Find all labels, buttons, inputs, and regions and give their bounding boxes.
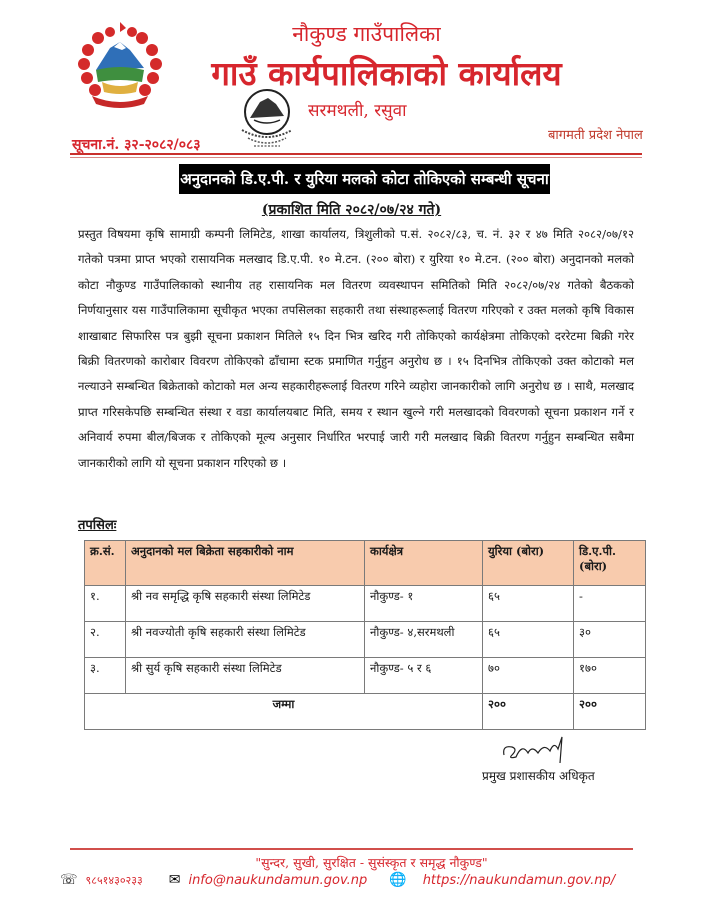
province-label: बागमती प्रदेश नेपाल bbox=[548, 128, 643, 143]
total-urea: २०० bbox=[483, 694, 574, 730]
table-total-row bbox=[85, 694, 646, 730]
cell-urea: ६५ bbox=[483, 586, 574, 622]
notice-number: सूचना.नं. ३२-२०८२/०८३ bbox=[72, 137, 201, 153]
cell-urea: ७० bbox=[483, 658, 574, 694]
phone-icon: ☏ bbox=[60, 872, 78, 888]
envelope-icon: ✉ bbox=[168, 872, 181, 888]
header-divider-thin bbox=[70, 157, 642, 158]
office-seal-stamp bbox=[236, 86, 298, 158]
notice-body: प्रस्तुत विषयमा कृषि सामाग्री कम्पनी लिमिटेड, शाखा कार्यालय, त्रिशुलीको प.सं. २०८२/८३, च. नं. ३२ र ४७ मिति २०८२/०७/१२ गतेको पत्रमा प्राप्त भएको रासायनिक मलखाद डि.ए.पी. १० मे.टन. (२०० बोरा) र युरिया १० मे.टन. (२०० बोरा) अनुदानको मलको कोटा नौकुण्ड गाउँपालिकाको स्थानीय तह रासायनिक मल वितरण व्यवस्थापन समितिको मिति २०८२/०७/२४ गतेको बैठकको निर्णयानुसार यस गाउँपालिकामा सूचीकृत भएका तपसिलका सहकारी तथा संस्थाहरूलाई वितरण गरिएको र उक्त मलको कृषि विकास शाखाबाट सिफारिस पत्र बुझी सूचना प्रकाशन मितिले १५ दिन भित्र खरिद गरी तोकिएको कार्यक्षेत्रमा तोकिएको दररेटमा बिक्री गरेर बिक्री वितरणको कारोबार विवरण तोकिएको ढाँचामा स्टक प्रमाणित गर्नुहुन अनुरोध छ । १५ दिनभित्र तोकिएको उक्त कोटाको मल नल्याउने सम्बन्धित बिक्रेताको कोटाको मल अन्य सहकारीहरूलाई वितरण गरिने व्यहोरा जानकारीको लागि अनुरोध छ । साथै, मलखाद प्राप्त गरिसकेपछि सम्बन्धित संस्था र वडा कार्यालयबाट मिति, समय र स्थान खुल्ने गरी मलखादको विवरणको सूचना प्रकाशन गर्ने र अनिवार्य रुपमा बील/बिजक र तोकिएको मूल्य अनुसार निर्धारित भरपाई जारी गरी मलखाद बिक्री वितरण गर्नुहुन सम्बन्धित सबैमा जानकारीको लागि यो सूचना प्रकाशन गरिएको छ । bbox=[78, 227, 634, 470]
total-dap: २०० bbox=[574, 694, 646, 730]
header-divider bbox=[70, 153, 642, 155]
footer-slogan: "सुन्दर, सुखी, सुरक्षित - सुसंस्कृत र समृद्ध नौकुण्ड" bbox=[255, 855, 488, 870]
notice-title: अनुदानको डि.ए.पी. र युरिया मलको कोटा तोकिएको सम्बन्धी सूचना bbox=[179, 164, 550, 194]
header-urea: युरिया (बोरा) bbox=[483, 541, 574, 586]
table-row bbox=[85, 586, 646, 622]
phone-number: ९८५१४३०२३३ bbox=[85, 873, 143, 887]
total-label: जम्मा bbox=[85, 694, 483, 730]
cell-work-area: नौकुण्ड- १ bbox=[365, 586, 483, 622]
signatory-title: प्रमुख प्रशासकीय अधिकृत bbox=[482, 769, 595, 783]
signature-mark bbox=[500, 735, 570, 765]
allocation-table bbox=[84, 540, 646, 730]
cell-serial: २. bbox=[85, 622, 126, 658]
table-header-row bbox=[85, 541, 646, 586]
table-row bbox=[85, 622, 646, 658]
globe-icon: 🌐 bbox=[389, 872, 407, 888]
table-row bbox=[85, 658, 646, 694]
municipality-name: नौकुण्ड गाउँपालिका bbox=[292, 22, 441, 46]
header-serial: क्र.सं. bbox=[85, 541, 126, 586]
cell-work-area: नौकुण्ड- ४,सरमथली bbox=[365, 622, 483, 658]
header-dap: डि.ए.पी. (बोरा) bbox=[574, 541, 646, 586]
cell-serial: १. bbox=[85, 586, 126, 622]
cell-cooperative-name: श्री नवज्योती कृषि सहकारी संस्था लिमिटेड bbox=[126, 622, 365, 658]
contact-info bbox=[60, 872, 660, 888]
cell-urea: ६५ bbox=[483, 622, 574, 658]
cell-dap: - bbox=[574, 586, 646, 622]
website-link[interactable]: https://naukundamun.gov.np/ bbox=[422, 872, 616, 888]
cell-work-area: नौकुण्ड- ५ र ६ bbox=[365, 658, 483, 694]
cell-dap: ३० bbox=[574, 622, 646, 658]
cell-dap: १७० bbox=[574, 658, 646, 694]
annex-label: तपसिलः bbox=[78, 518, 117, 533]
office-location: सरमथली, रसुवा bbox=[308, 101, 407, 121]
cell-cooperative-name: श्री सुर्य कृषि सहकारी संस्था लिमिटेड bbox=[126, 658, 365, 694]
header-cooperative-name: अनुदानको मल बिक्रेता सहकारीको नाम bbox=[126, 541, 365, 586]
cell-cooperative-name: श्री नव समृद्धि कृषि सहकारी संस्था लिमिटेड bbox=[126, 586, 365, 622]
cell-serial: ३. bbox=[85, 658, 126, 694]
email-link[interactable]: info@naukundamun.gov.np bbox=[188, 872, 368, 888]
office-name: गाउँ कार्यपालिकाको कार्यालय bbox=[211, 54, 562, 93]
header-work-area: कार्यक्षेत्र bbox=[365, 541, 483, 586]
published-date: (प्रकाशित मिति २०८२/०७/२४ गते) bbox=[261, 202, 442, 218]
footer-divider bbox=[70, 848, 633, 850]
